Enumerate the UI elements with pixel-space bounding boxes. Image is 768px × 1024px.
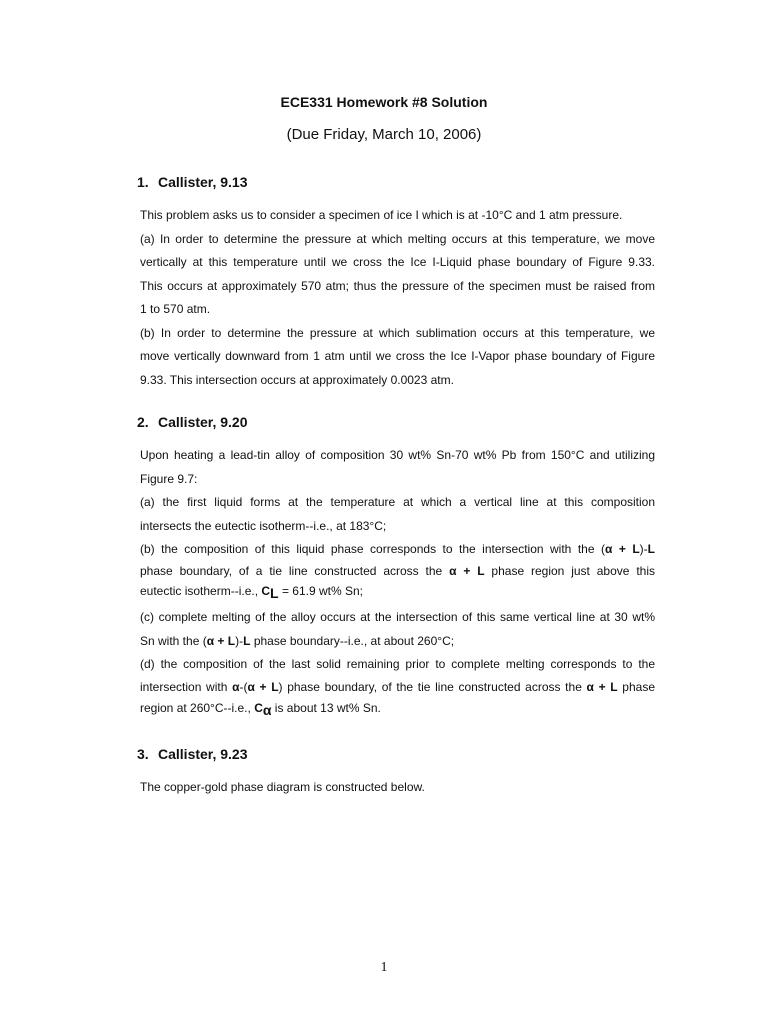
section-1-body [140,204,655,392]
s2-intro-2: Figure 9.7: [140,471,198,486]
s2-d-line-2: intersection with α-(α + L) phase boundary, of the tie line constructed across the α + L phase [140,680,656,694]
section-number-1: 1. [137,174,149,190]
s2-item-c [140,606,655,653]
section-3-body [140,776,655,800]
section-2-intro [140,444,655,491]
section-title-3: Callister, 9.23 [158,746,248,762]
s2-d-line-1: (d) the composition of the last solid remaining prior to complete melting corresponds to the [140,657,655,671]
page-subtitle: (Due Friday, March 10, 2006) [286,126,482,143]
s1-line-4: This occurs at approximately 570 atm; thus the pressure of the specimen must be raised from [140,278,655,293]
s2-a-line-1: (a) the first liquid forms at the temperature at which a vertical line at this composition [140,495,655,509]
s2-d-line-3: region at 260°C--i.e., Cα is about 13 wt% Sn. [140,701,381,718]
s1-line-8: 9.33. This intersection occurs at approximately 0.0023 atm. [140,372,454,387]
s1-line-5: 1 to 570 atm. [140,302,211,316]
s1-line-1: This problem asks us to consider a specimen of ice I which is at -10°C and 1 atm pressure. [140,208,623,222]
section-title-1: Callister, 9.13 [158,174,248,190]
section-number-3: 3. [137,746,149,762]
page-title: ECE331 Homework #8 Solution [280,94,488,110]
page-number: 1 [380,960,388,975]
s2-item-b [140,538,655,600]
s2-c-line-2: Sn with the (α + L)-L phase boundary--i.e., at about 260°C; [140,633,455,648]
s2-item-a [140,491,655,538]
s1-line-2: (a) In order to determine the pressure at which melting occurs at this temperature, we move [140,231,655,246]
section-heading-2 [137,414,248,430]
s2-c-line-1: (c) complete melting of the alloy occurs at the intersection of this same vertical line at 30 wt% [140,610,655,624]
s2-b-line-2: phase boundary, of a tie line constructed across the α + L phase region just above this [140,564,655,578]
s2-b-line-3: eutectic isotherm--i.e., CL = 61.9 wt% Sn; [140,584,363,601]
s1-line-7: move vertically downward from 1 atm until we cross the Ice I-Vapor phase boundary of Figure [140,349,655,363]
s2-b-line-1: (b) the composition of this liquid phase corresponds to the intersection with the (α + L)-L [140,542,655,556]
section-heading-3 [137,746,248,762]
s3-line-1: The copper-gold phase diagram is constructed below. [140,780,425,794]
s1-line-6: (b) In order to determine the pressure at which sublimation occurs at this temperature, we [140,325,655,340]
section-heading-1 [137,174,248,190]
s1-line-3: vertically at this temperature until we cross the Ice I-Liquid phase boundary of Figure 9.33. [140,255,655,269]
s2-item-d [140,653,655,717]
s2-a-line-2: intersects the eutectic isotherm--i.e., at 183°C; [140,518,387,533]
section-title-2: Callister, 9.20 [158,414,248,430]
section-number-2: 2. [137,414,149,430]
s2-intro-1: Upon heating a lead-tin alloy of composition 30 wt% Sn-70 wt% Pb from 150°C and utilizing [140,448,655,462]
